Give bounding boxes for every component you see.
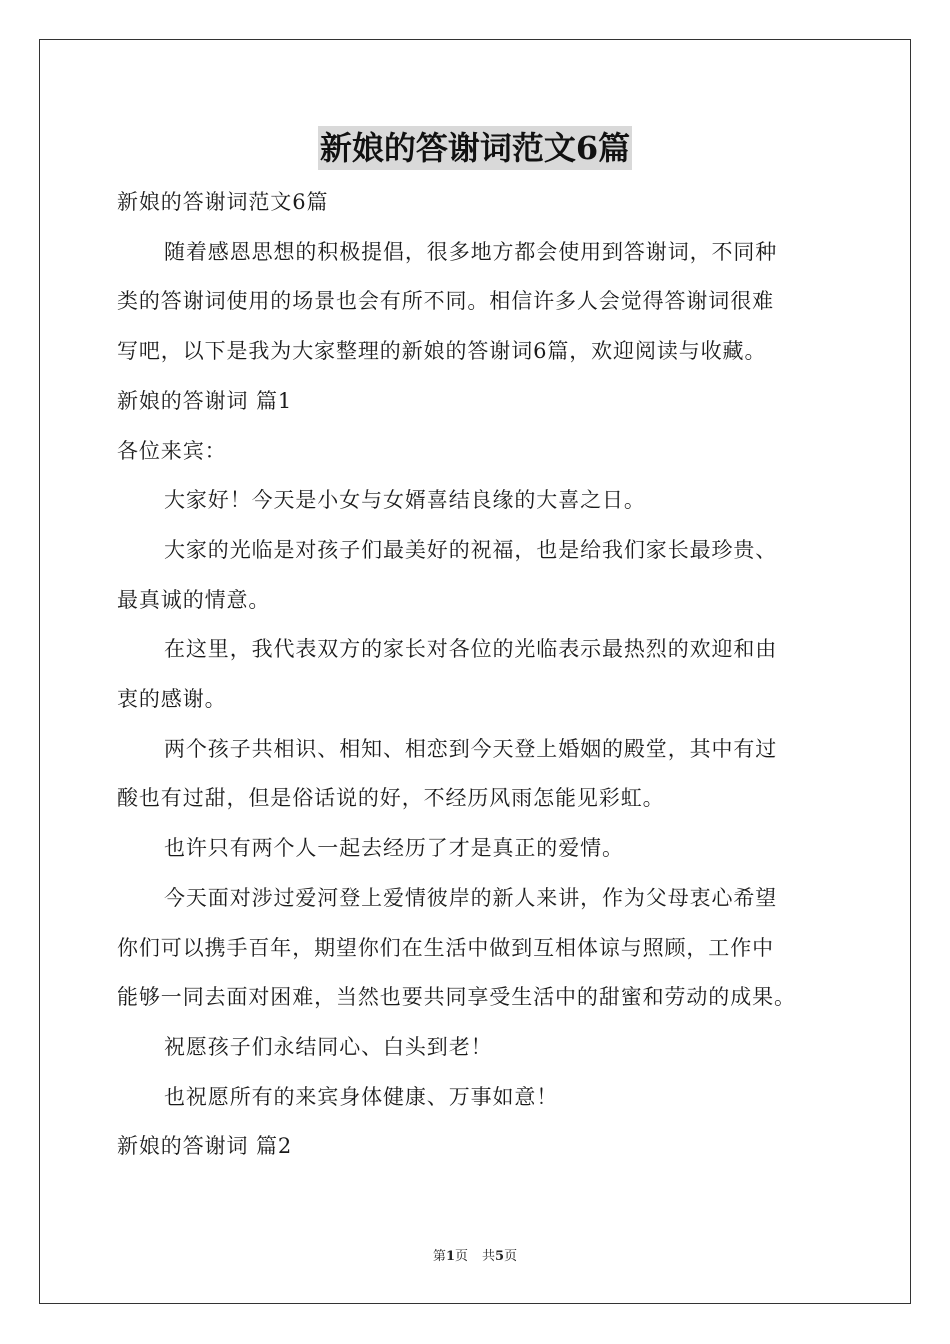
paragraph-line: 在这里，我代表双方的家长对各位的光临表示最热烈的欢迎和由 bbox=[164, 637, 778, 662]
body-paragraph bbox=[117, 1073, 837, 1123]
paragraph-line: 今天面对涉过爱河登上爱情彼岸的新人来讲，作为父母衷心希望 bbox=[164, 885, 778, 910]
paragraph-line: 两个孩子共相识、相知、相恋到今天登上婚姻的殿堂，其中有过 bbox=[164, 736, 778, 761]
total-pages-number: 5 bbox=[495, 1249, 505, 1264]
total-prefix: 共 bbox=[482, 1249, 496, 1264]
document-subtitle: 新娘的答谢词范文6篇 bbox=[117, 190, 329, 214]
body-paragraph bbox=[117, 625, 837, 724]
document-body bbox=[117, 178, 837, 1172]
paragraph-line: 也祝愿所有的来宾身体健康、万事如意！ bbox=[164, 1084, 559, 1109]
page-suffix: 页 bbox=[454, 1249, 468, 1264]
intro-line: 写吧，以下是我为大家整理的新娘的答谢词6篇，欢迎阅读与收藏。 bbox=[117, 339, 767, 364]
body-paragraph bbox=[117, 1023, 837, 1073]
total-suffix: 页 bbox=[504, 1249, 518, 1264]
current-page-number: 1 bbox=[445, 1249, 455, 1264]
salutation: 各位来宾： bbox=[117, 438, 227, 463]
section-heading-2: 新娘的答谢词 篇2 bbox=[117, 1134, 293, 1159]
page-prefix: 第 bbox=[432, 1249, 446, 1264]
paragraph-line: 酸也有过甜，但是俗话说的好，不经历风雨怎能见彩虹。 bbox=[117, 786, 665, 811]
paragraph-line: 你们可以携手百年，期望你们在生活中做到互相体谅与照顾，工作中 bbox=[117, 935, 774, 960]
intro-line: 随着感恩思想的积极提倡，很多地方都会使用到答谢词，不同种 bbox=[164, 239, 778, 264]
paragraph-line: 也许只有两个人一起去经历了才是真正的爱情。 bbox=[164, 836, 624, 861]
body-paragraph bbox=[117, 725, 837, 824]
body-paragraph bbox=[117, 476, 837, 526]
intro-line: 类的答谢词使用的场景也会有所不同。相信许多人会觉得答谢词很难 bbox=[117, 289, 774, 314]
paragraph-line: 最真诚的情意。 bbox=[117, 587, 271, 612]
document-title: 新娘的答谢词范文6篇 bbox=[318, 126, 632, 170]
body-paragraph bbox=[117, 874, 837, 1023]
page-footer bbox=[0, 1248, 950, 1266]
body-paragraph bbox=[117, 824, 837, 874]
title-container bbox=[0, 126, 950, 170]
paragraph-line: 能够一同去面对困难，当然也要共同享受生活中的甜蜜和劳动的成果。 bbox=[117, 985, 796, 1010]
section-heading-1: 新娘的答谢词 篇1 bbox=[117, 388, 293, 413]
paragraph-line: 大家的光临是对孩子们最美好的祝福，也是给我们家长最珍贵、 bbox=[164, 537, 778, 562]
intro-paragraph bbox=[117, 228, 837, 377]
paragraph-line: 大家好！今天是小女与女婿喜结良缘的大喜之日。 bbox=[164, 488, 646, 513]
paragraph-line: 衷的感谢。 bbox=[117, 687, 227, 712]
body-paragraph bbox=[117, 526, 837, 625]
paragraph-line: 祝愿孩子们永结同心、白头到老！ bbox=[164, 1034, 493, 1059]
